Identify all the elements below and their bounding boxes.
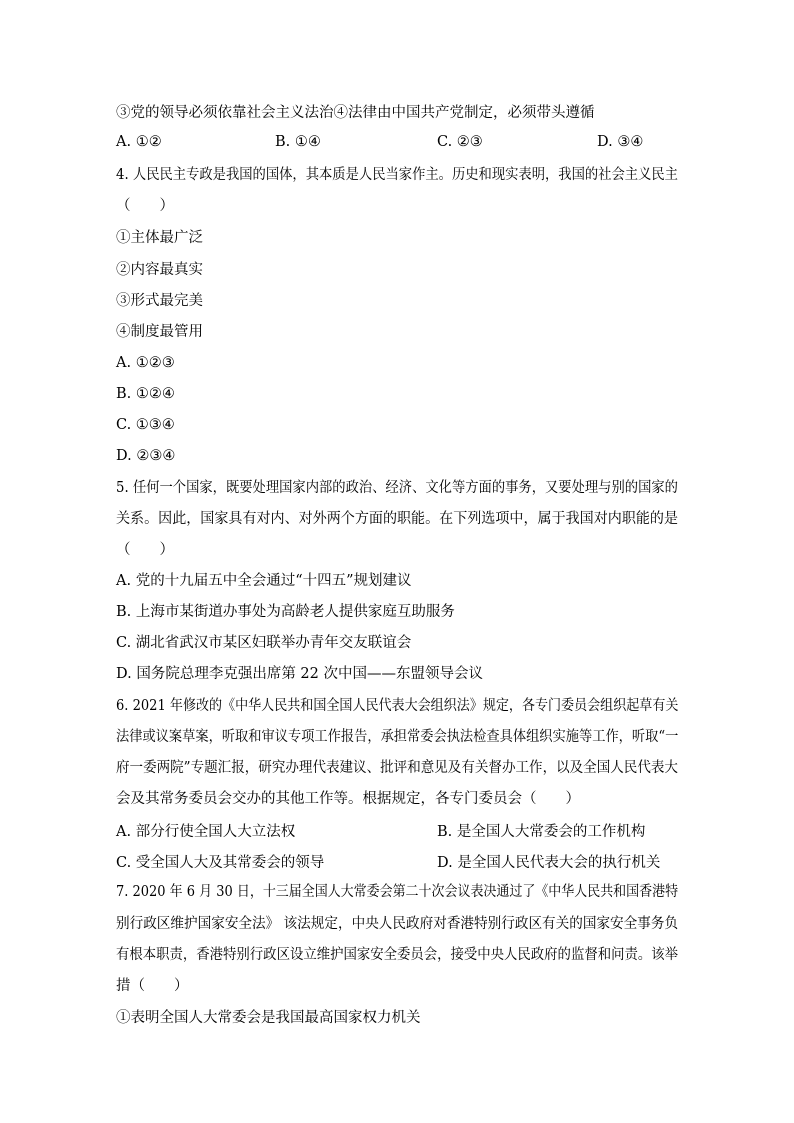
q5-answer-blank: （ ）	[116, 542, 174, 558]
q7-stem-line-4: 措（ ）	[116, 978, 189, 994]
q4-item-4: ④制度最管用	[116, 324, 203, 340]
q6-option-b: B. 是全国人大常委会的工作机构	[437, 824, 646, 840]
q4-item-2: ②内容最真实	[116, 262, 203, 278]
q6-option-c: C. 受全国人大及其常委会的领导	[116, 855, 325, 871]
q6-stem-line-2: 法律或议案草案，听取和审议专项工作报告，承担常委会执法检查具体组织实施等工作，听取“一	[116, 729, 679, 745]
q6-stem-line-4: 会及其常务委员会交办的其他工作等。根据规定，各专门委员会（ ）	[116, 791, 580, 807]
q7-stem-line-2: 别行政区维护国家安全法》 该法规定，中央人民政府对香港特别行政区有关的国家安全事务负	[116, 916, 679, 932]
q3-option-c: C. ②③	[437, 134, 483, 150]
q3-option-b: B. ①④	[275, 134, 321, 150]
q5-stem-line-1: 5. 任何一个国家，既要处理国家内部的政治、经济、文化等方面的事务，又要处理与别的国家的	[116, 480, 678, 496]
q3-option-a: A. ①②	[116, 134, 162, 150]
q4-option-b: B. ①②④	[116, 386, 175, 402]
q6-stem-line-1: 6. 2021 年修改的《中华人民共和国全国人民代表大会组织法》规定，各专门委员会组织起草有关	[116, 698, 679, 714]
q6-stem-line-3: 府一委两院”专题汇报，研究办理代表建议、批评和意见及有关督办工作，以及全国人民代表大	[116, 760, 678, 776]
q5-option-b: B. 上海市某街道办事处为高龄老人提供家庭互助服务	[116, 604, 455, 620]
q4-stem-line-1: 4. 人民民主专政是我国的国体，其本质是人民当家作主。历史和现实表明，我国的社会主义民主	[116, 167, 678, 183]
q5-stem-line-2: 关系。因此，国家具有对内、对外两个方面的职能。在下列选项中，属于我国对内职能的是	[116, 511, 679, 527]
q7-item-1: ①表明全国人大常委会是我国最高国家权力机关	[116, 1010, 421, 1026]
q6-option-a: A. 部分行使全国人大立法权	[116, 824, 296, 840]
q7-stem-line-1: 7. 2020 年 6 月 30 日，十三届全国人大常委会第二十次会议表决通过了《中华人民共和国香港特	[116, 884, 679, 900]
q5-option-a: A. 党的十九届五中全会通过“十四五”规划建议	[116, 573, 412, 589]
q4-item-3: ③形式最完美	[116, 293, 203, 309]
q3-statement-line: ③党的领导必须依靠社会主义法治④法律由中国共产党制定，必须带头遵循	[116, 105, 595, 121]
q4-option-c: C. ①③④	[116, 417, 175, 433]
q7-stem-line-3: 有根本职责，香港特别行政区设立维护国家安全委员会，接受中央人民政府的监督和问责。该举	[116, 947, 678, 963]
q4-item-1: ①主体最广泛	[116, 230, 203, 246]
q4-option-a: A. ①②③	[116, 355, 175, 371]
q4-option-d: D. ②③④	[116, 448, 176, 464]
q3-option-d: D. ③④	[597, 134, 644, 150]
q4-answer-blank: （ ）	[116, 198, 174, 214]
q5-option-c: C. 湖北省武汉市某区妇联举办青年交友联谊会	[116, 635, 412, 651]
q6-option-d: D. 是全国人民代表大会的执行机关	[437, 855, 661, 871]
q5-option-d: D. 国务院总理李克强出席第 22 次中国——东盟领导会议	[116, 666, 483, 682]
